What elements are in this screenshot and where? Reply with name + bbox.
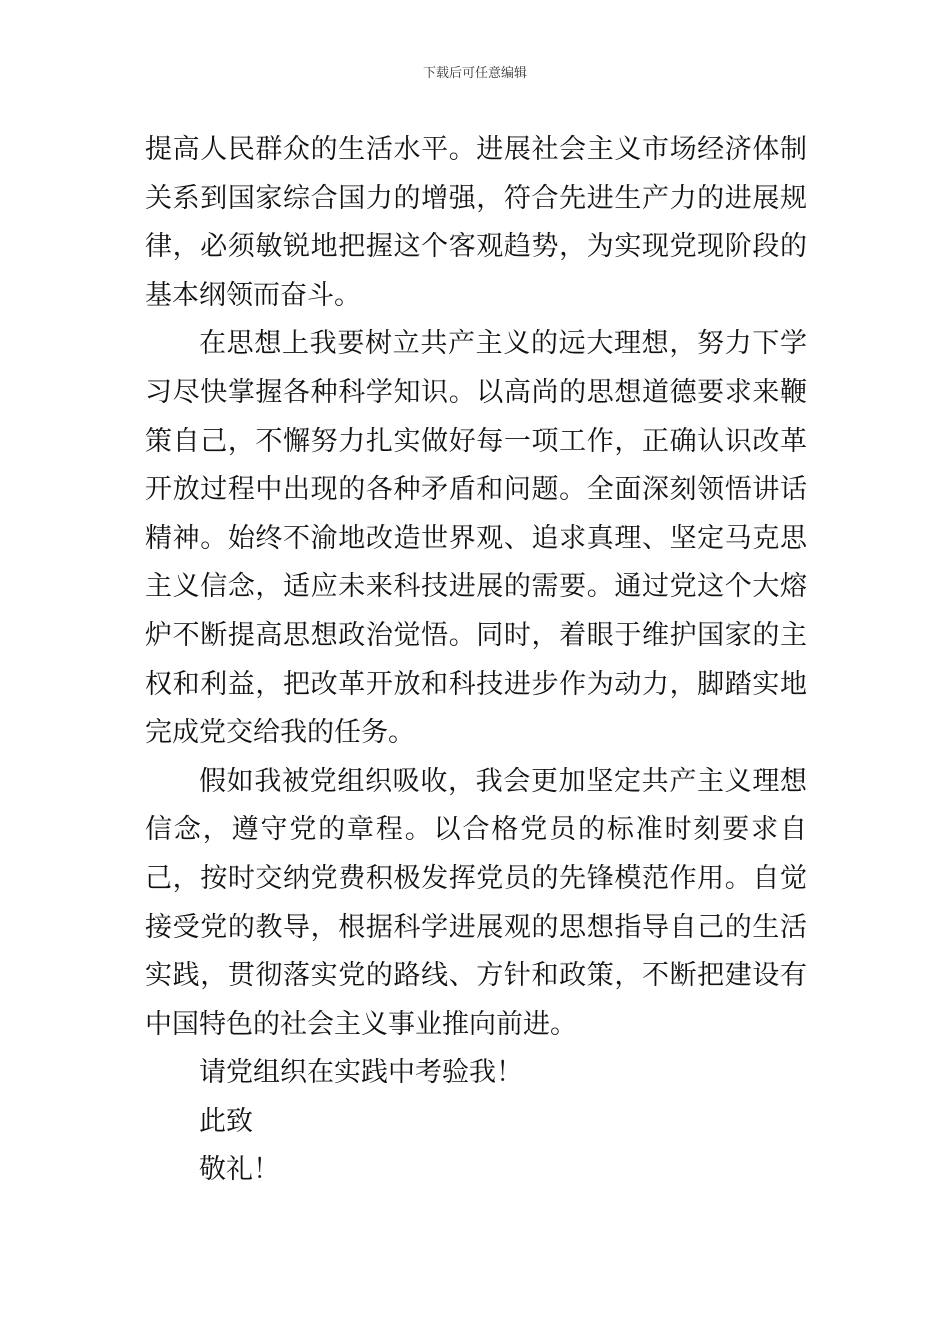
closing-request: 请党组织在实践中考验我！ [199,1057,523,1089]
letter-body [145,126,807,1195]
paragraph-ideology: 在思想上我要树立共产主义的远大理想，努力下学习尽快掌握各种科学知识。以高尚的思想道德要求来鞭策自己，不懈努力扎实做好每一项工作，正确认识改革开放过程中出现的各种矛盾和问题。全面深刻领悟讲话精神。始终不渝地改造世界观、追求真理、坚定马克思主义信念，适应未来科技进展的需要。通过党这个大熔炉不断提高思想政治觉悟。同时，着眼于维护国家的主权和利益，把改革开放和科技进步作为动力，脚踏实地完成党交给我的任务。 [145,328,807,749]
closing-regards: 敬礼！ [199,1154,280,1186]
closing-salutation: 此致 [199,1105,253,1137]
paragraph-continued: 提高人民群众的生活水平。进展社会主义市场经济体制关系到国家综合国力的增强，符合先进生产力的进展规律，必须敏锐地把握这个客观趋势，为实现党现阶段的基本纲领而奋斗。 [145,134,807,311]
page-header: 下载后可任意编辑 [422,66,527,81]
paragraph-commitment: 假如我被党组织吸收，我会更加坚定共产主义理想信念，遵守党的章程。以合格党员的标准时刻要求自己，按时交纳党费积极发挥党员的先锋模范作用。自觉接受党的教导，根据科学进展观的思想指导自己的生活实践，贯彻落实党的路线、方针和政策，不断把建设有中国特色的社会主义事业推向前进。 [145,765,807,1040]
